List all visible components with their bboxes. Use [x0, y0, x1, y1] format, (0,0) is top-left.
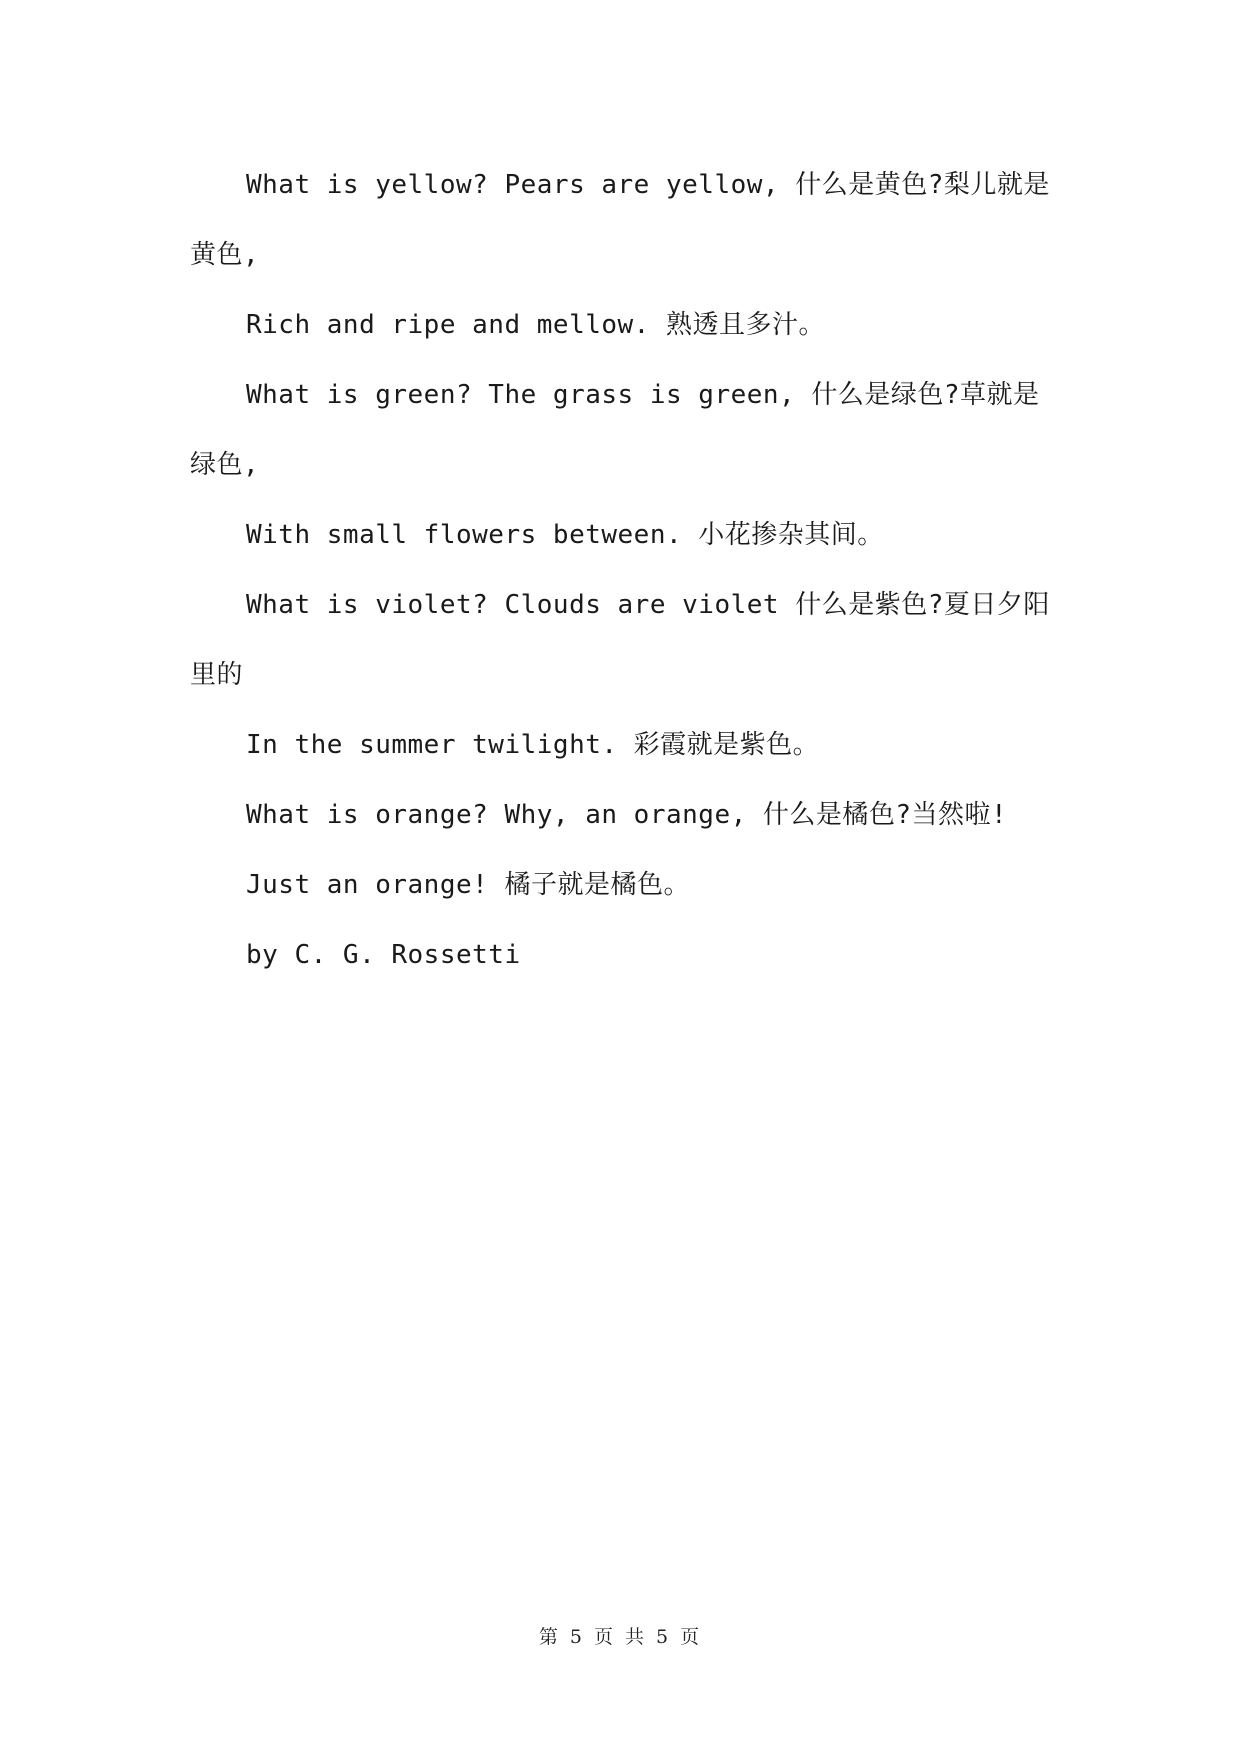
poem-author: by C. G. Rossetti — [246, 940, 521, 970]
poem-line: What is violet? Clouds are violet 什么是紫色?夏日夕阳里的 — [190, 590, 1050, 690]
page-number-footer: 第 5 页 共 5 页 — [538, 1626, 703, 1648]
poem-line: What is orange? Why, an orange, 什么是橘色?当然啦! — [246, 800, 1008, 830]
page-content — [190, 150, 1052, 990]
poem-line: In the summer twilight. 彩霞就是紫色。 — [246, 730, 820, 760]
poem-line: What is green? The grass is green, 什么是绿色?草就是绿色, — [190, 380, 1040, 480]
poem-line: Just an orange! 橘子就是橘色。 — [246, 870, 690, 900]
poem-line: What is yellow? Pears are yellow, 什么是黄色?梨儿就是黄色, — [190, 170, 1050, 270]
poem-line: Rich and ripe and mellow. 熟透且多汁。 — [246, 310, 825, 340]
poem-line: With small flowers between. 小花掺杂其间。 — [246, 520, 884, 550]
